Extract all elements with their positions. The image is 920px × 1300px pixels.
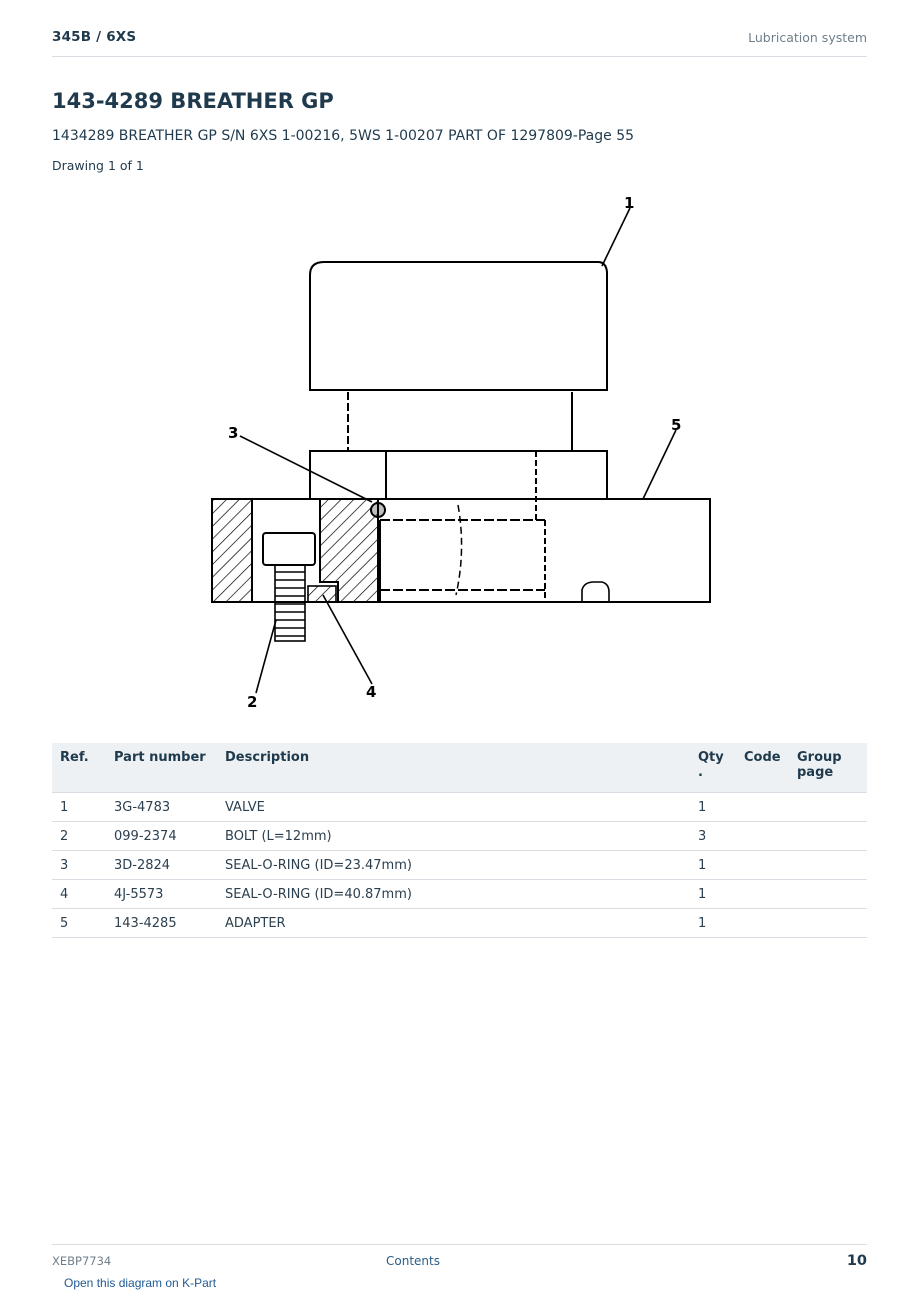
cell-ref: 2	[52, 822, 106, 851]
cell-qty: 3	[690, 822, 736, 851]
cell-group-page	[789, 880, 867, 909]
callout-3: 3	[228, 424, 239, 442]
cell-ref: 1	[52, 793, 106, 822]
cell-group-page	[789, 909, 867, 938]
page-number: 10	[846, 1253, 867, 1269]
valve-hex-shape	[310, 451, 607, 499]
table-row	[52, 822, 867, 851]
cell-qty: 1	[690, 909, 736, 938]
parts-table	[52, 743, 867, 938]
cell-group-page	[789, 822, 867, 851]
cell-group-page	[789, 793, 867, 822]
machine-model: 345B / 6XS	[52, 29, 137, 45]
cell-ref: 4	[52, 880, 106, 909]
contents-link[interactable]: Contents	[386, 1254, 440, 1268]
bolt-head-shape	[263, 533, 315, 565]
header-part-number: Part number	[106, 743, 217, 793]
cell-group-page	[789, 851, 867, 880]
header-qty: Qty .	[690, 743, 736, 793]
drawing-counter: Drawing 1 of 1	[52, 158, 144, 173]
table-row	[52, 851, 867, 880]
document-id: XEBP7734	[52, 1254, 112, 1268]
page-header	[52, 28, 867, 57]
cell-qty: 1	[690, 851, 736, 880]
callout-5: 5	[671, 416, 682, 434]
callout-4: 4	[366, 683, 377, 701]
group-subtitle: 1434289 BREATHER GP S/N 6XS 1-00216, 5WS 1-00207 PART OF 1297809-Page 55	[52, 128, 635, 144]
page-title: 143-4289 BREATHER GP	[52, 89, 334, 113]
cell-qty: 1	[690, 880, 736, 909]
cell-code	[736, 880, 789, 909]
valve-cap-shape	[310, 262, 607, 390]
cell-code	[736, 909, 789, 938]
cell-description: SEAL-O-RING (ID=23.47mm)	[217, 851, 690, 880]
table-row	[52, 909, 867, 938]
table-row	[52, 793, 867, 822]
callout-1: 1	[624, 194, 635, 212]
cell-part-number: 099-2374	[106, 822, 217, 851]
cell-description: VALVE	[217, 793, 690, 822]
cell-code	[736, 793, 789, 822]
cell-qty: 1	[690, 793, 736, 822]
cell-part-number: 3D-2824	[106, 851, 217, 880]
cell-description: BOLT (L=12mm)	[217, 822, 690, 851]
cell-part-number: 3G-4783	[106, 793, 217, 822]
cell-code	[736, 822, 789, 851]
parts-diagram	[200, 186, 730, 716]
callout-2: 2	[247, 693, 258, 711]
kpart-link[interactable]: Open this diagram on K-Part	[64, 1276, 217, 1290]
section-name: Lubrication system	[748, 30, 867, 45]
cell-ref: 3	[52, 851, 106, 880]
cell-description: SEAL-O-RING (ID=40.87mm)	[217, 880, 690, 909]
cell-ref: 5	[52, 909, 106, 938]
header-code: Code	[736, 743, 789, 793]
cell-part-number: 4J-5573	[106, 880, 217, 909]
table-header-row	[52, 743, 867, 793]
cell-code	[736, 851, 789, 880]
header-group-page: Group page	[789, 743, 867, 793]
table-row	[52, 880, 867, 909]
header-ref: Ref.	[52, 743, 106, 793]
cell-description: ADAPTER	[217, 909, 690, 938]
cell-part-number: 143-4285	[106, 909, 217, 938]
header-description: Description	[217, 743, 690, 793]
